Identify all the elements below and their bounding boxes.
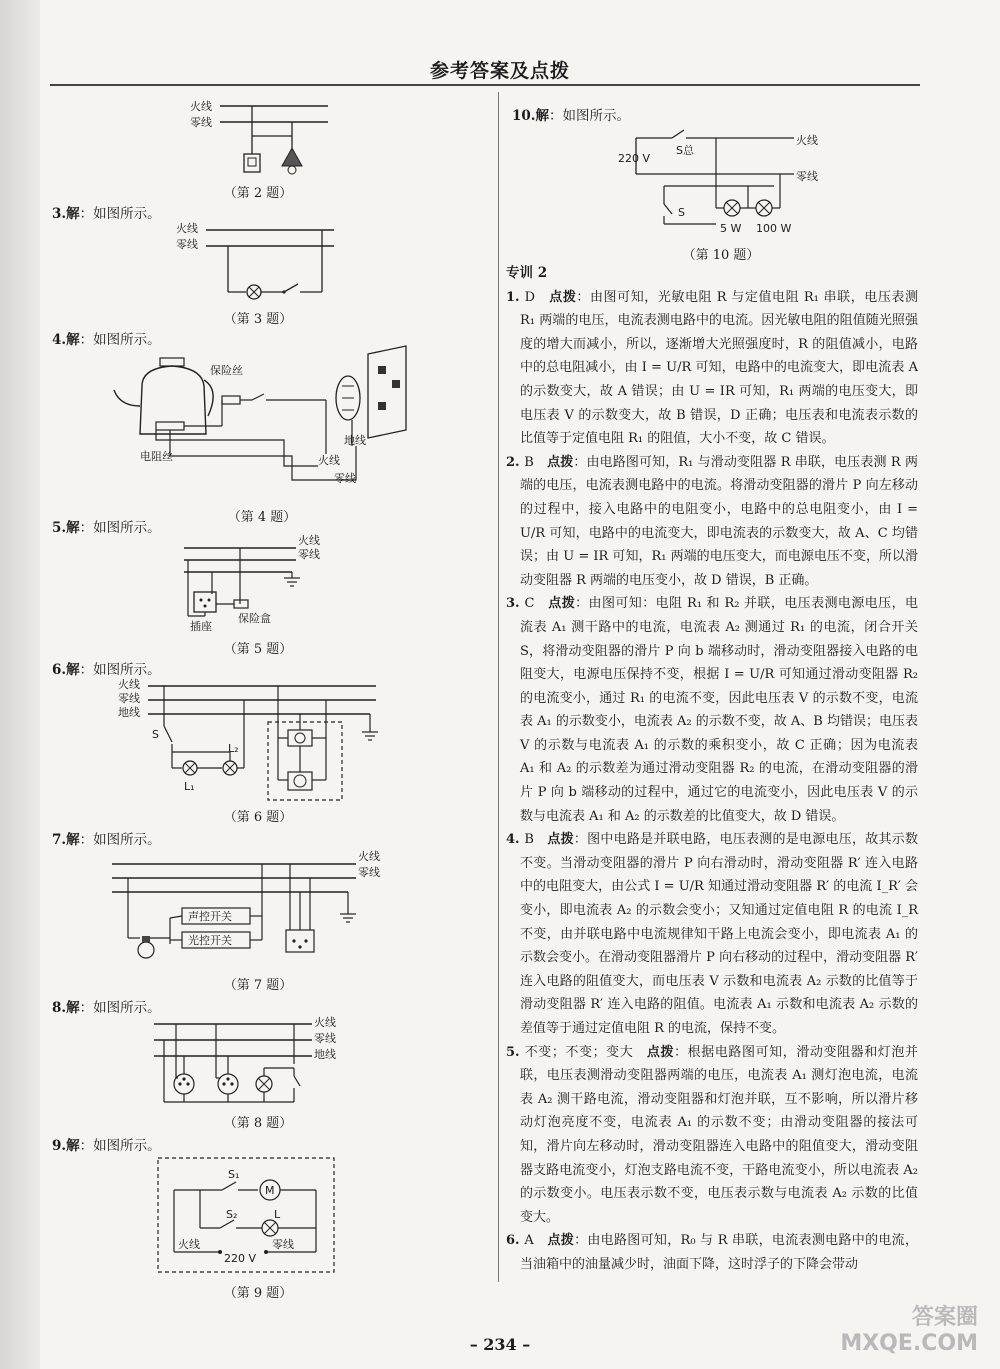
q10-label (512, 104, 630, 124)
figure-q8 (150, 1014, 370, 1110)
answer-text: ：图中电路是并联电路，电压表测的是电源电压，故其示数不变。当滑动变阻器的滑片 P 向右滑动时，滑动变阻器 R′ 连入电路中的电阻变大，由公式 I = U/R 知通过滑动变阻器 R′ 的电流 I_R′ 会变小，即电流表 A₂ 的示数会变小；又知通过定值电阻 R 的电流 I_R 不变，由并联电路中电流规律知干路上电流会变小，即电流表 A₁ 的示数会变小。在滑动变阻器滑片 P 向右移动的过程中，滑动变阻器 R′ 连入电路的阻值变大，而电压表 V 示数和电流表 A₂ 示数的比值等于滑动变阻器 R′ 连入电路的阻值。电流表 A₁ 示数和电流表 A₂ 示数的差值等于通过定值电阻 R 的电流，保持不变。 (520, 832, 918, 1036)
caption-q7: （第 7 题） (223, 978, 293, 993)
q4-text: ：如图所示。 (79, 332, 161, 348)
q9-word: 解 (66, 1138, 80, 1154)
answer-number: 2. (506, 454, 525, 470)
q10-switch-label: S (678, 206, 685, 219)
q6-switch-label: S (152, 728, 159, 741)
figure-q2 (190, 96, 330, 178)
scan-edge (0, 0, 40, 1369)
q9-num: 9. (52, 1138, 67, 1154)
answer-text: ：由电路图可知，R₀ 与 R 串联，电流表测电路中的电流，当油箱中的油量减少时，油面下降，这时浮子的下降会带动 (520, 1233, 918, 1272)
answer-tip-label: 点拨 (549, 289, 577, 305)
q9-live-label: 火线 (178, 1238, 200, 1251)
answer-choice: 不变；不变；变大 (524, 1044, 647, 1060)
answer-choice: B (524, 832, 548, 848)
answer-item (506, 286, 918, 451)
q5-label (52, 516, 161, 536)
q6-ground-label: 地线 (118, 706, 140, 719)
q8-ground-label: 地线 (314, 1048, 336, 1061)
q6-num: 6. (52, 662, 67, 678)
q7-light-label: 光控开关 (188, 934, 232, 947)
q8-text: ：如图所示。 (79, 1000, 161, 1016)
caption-q2: （第 2 题） (223, 186, 293, 201)
answer-text: ：根据电路图可知，滑动变阻器和灯泡并联，电压表测滑动变阻器两端的电压，电流表 A₁ 测灯泡电流，电流表 A₂ 测干路电流，滑动变阻器和灯泡并联，互不影响，所以滑片移动灯泡亮度不变，电流表 A₁ 的示数不变；由滑动变阻器的接法可知，滑片向左移动时，滑动变阻器连入电路中的阻值变大，滑动变阻器支路电流变小，灯泡支路电流不变，干路电流变小，所以电流表 A₂ 的示数变小。电压表示数不变，电压表示数与电流表 A₂ 示数的比值变大。 (520, 1044, 918, 1225)
answer-text: ：由电路图可知，R₁ 与滑动变阻器 R 串联，电压表测 R 两端的电压，电流表测电路中的电流。将滑动变阻器的滑片 P 向左移动的过程中，接入电路中的电阻变小，电路中的总电阻变小，由 I = U/R 可知，电路中的电流变大，即电流表的示数变大，故 A、C 均错误；由 U = IR 可知，R₁ 两端的电压变大，而电源电压不变，所以滑动变阻器 R 两端的电压变小，故 D 错误，B 正确。 (520, 454, 918, 588)
q5-num: 5. (52, 520, 67, 536)
answer-choice: B (524, 454, 548, 470)
q10-num: 10. (512, 108, 536, 124)
answer-tip-label: 点拨 (548, 596, 576, 612)
q5-text: ：如图所示。 (79, 520, 161, 536)
answer-number: 4. (506, 832, 525, 848)
q7-sound-label: 声控开关 (188, 910, 232, 923)
answer-number: 6. (506, 1233, 525, 1249)
q10-p2-label: 100 W (756, 222, 792, 235)
page-number: – 234 – (469, 1335, 531, 1354)
header-rule (50, 84, 920, 86)
figure-q10 (614, 124, 840, 236)
q5-live-label: 火线 (298, 534, 320, 547)
q4-ground-label: 地线 (344, 434, 366, 447)
q8-live-label: 火线 (314, 1016, 336, 1029)
q8-word: 解 (66, 1000, 80, 1016)
caption-q4: （第 4 题） (227, 510, 297, 525)
caption-q5: （第 5 题） (223, 642, 293, 657)
q4-num: 4. (52, 332, 67, 348)
q10-word: 解 (535, 108, 549, 124)
q4-word: 解 (66, 332, 80, 348)
q9-label (52, 1134, 161, 1154)
q10-main-switch-label: S总 (676, 144, 694, 157)
answer-choice: C (524, 596, 549, 612)
q4-label (52, 328, 161, 348)
page-title: 参考答案及点拨 (429, 60, 570, 82)
answer-number: 1. (506, 289, 525, 305)
answer-text: ：由图可知，光敏电阻 R 与定值电阻 R₁ 串联，电压表测 R₁ 两端的电压，电流表测电路中的电流。因光敏电阻的阻值随光照强度的增大而减小，所以，逐渐增大光照强度时，R 的阻值减小，电路中的总电阻减小，由 I = U/R 可知，电路中的电流变大，即电流表 A 的示数变大，故 A 错误；由 U = IR 可知，R₁ 两端的电压变大，即电压表 V 的示数变大，故 B 错误，D 正确；电压表和电流表示数的比值等于定值电阻 R₁ 的阻值，大小不变，故 C 错误。 (520, 289, 918, 447)
q3-label (52, 202, 161, 222)
q8-label (52, 996, 161, 1016)
answer-number: 5. (506, 1044, 525, 1060)
q10-neutral-label: 零线 (796, 170, 818, 183)
q4-fuse-label: 保险丝 (210, 364, 243, 377)
q9-s2-label: S₂ (226, 1208, 238, 1221)
q7-label (52, 828, 161, 848)
caption-q10: （第 10 题） (682, 248, 760, 263)
q7-num: 7. (52, 832, 67, 848)
q6-text: ：如图所示。 (79, 662, 161, 678)
q9-neutral-label: 零线 (272, 1238, 294, 1251)
answer-item (506, 1041, 918, 1230)
q5-socket-label: 插座 (190, 620, 212, 633)
q6-neutral-label: 零线 (118, 692, 140, 705)
q5-neutral-label: 零线 (298, 548, 320, 561)
q6-l1-label: L₁ (184, 780, 195, 793)
q6-label (52, 658, 161, 678)
figure-q9 (156, 1156, 336, 1276)
q2-live-label: 火线 (190, 100, 212, 113)
watermark-line1: 答案圈 (911, 1305, 978, 1330)
answer-item (506, 592, 918, 828)
answer-number: 3. (506, 596, 525, 612)
q9-voltage-label: 220 V (224, 1252, 257, 1265)
answer-tip-label: 点拨 (547, 454, 574, 470)
q4-heater-label: 电阻丝 (140, 450, 173, 463)
q5-fusebox-label: 保险盒 (238, 612, 271, 625)
answer-tip-label: 点拨 (547, 1233, 575, 1249)
caption-q8: （第 8 题） (223, 1116, 293, 1131)
q10-p1-label: 5 W (720, 222, 742, 235)
q6-word: 解 (66, 662, 80, 678)
caption-q3: （第 3 题） (223, 312, 293, 327)
q7-text: ：如图所示。 (79, 832, 161, 848)
q9-lamp-label: L (274, 1208, 281, 1221)
q7-word: 解 (66, 832, 80, 848)
answer-item (506, 451, 918, 593)
q7-neutral-label: 零线 (358, 866, 380, 879)
watermark-line2: MXQE.COM (840, 1331, 978, 1356)
q9-motor-label: M (265, 1184, 275, 1197)
q6-live-label: 火线 (118, 678, 140, 691)
answer-text: ：由图可知：电阻 R₁ 和 R₂ 并联，电压表测电源电压，电流表 A₁ 测干路中的电流，电流表 A₂ 测通过 R₁ 的电流，闭合开关 S，将滑动变阻器的滑片 P 向 b 端移动时，滑动变阻器接入电路的电阻变大，电源电压保持不变，根据 I = U/R 可知通过滑动变阻器 R₂ 的电流变小，通过 R₁ 的电流不变，因此电压表 V 的示数不变，电流表 A₁ 的示数变小，电流表 A₂ 的示数不变，故 A、B 均错误；电压表 V 的示数与电流表 A₁ 的示数的乘积变小，故 C 正确；因为电流表 A₁ 和 A₂ 的示数差为通过滑动变阻器 R₂ 的电流，在滑动变阻器的滑片 P 向 b 端移动的过程中，通过它的电流变小，因此电压表 V 的示数与电流表 A₁ 和 A₂ 的示数差的比值变大，故 D 错误。 (520, 596, 918, 824)
section-title: 专训 2 (506, 265, 548, 281)
answer-item (506, 1229, 918, 1276)
q9-s1-label: S₁ (228, 1168, 240, 1181)
q3-num: 3. (52, 206, 67, 222)
q3-word: 解 (66, 206, 80, 222)
figure-q6 (118, 676, 388, 806)
q4-neutral-label: 零线 (334, 472, 356, 485)
q10-live-label: 火线 (796, 134, 818, 147)
answer-tip-label: 点拨 (547, 832, 574, 848)
figure-q5 (180, 534, 340, 632)
q3-live-label: 火线 (176, 222, 198, 235)
q4-live-label: 火线 (318, 454, 340, 467)
q10-text: ：如图所示。 (549, 108, 630, 124)
answer-item (506, 828, 918, 1040)
answer-column (506, 262, 918, 1277)
answer-tip-label: 点拨 (646, 1044, 675, 1060)
answer-choice: A (524, 1233, 548, 1249)
q8-num: 8. (52, 1000, 67, 1016)
caption-q6: （第 6 题） (223, 810, 293, 825)
caption-q9: （第 9 题） (223, 1286, 293, 1301)
watermark (840, 1305, 978, 1357)
figure-q3 (176, 218, 336, 304)
q3-text: ：如图所示。 (79, 206, 161, 222)
q9-text: ：如图所示。 (79, 1138, 161, 1154)
q10-voltage-label: 220 V (618, 152, 651, 165)
q2-neutral-label: 零线 (190, 116, 212, 129)
q6-l2-label: L₂ (228, 742, 239, 755)
q8-neutral-label: 零线 (314, 1032, 336, 1045)
column-divider (498, 92, 499, 1282)
figure-q4 (112, 346, 412, 498)
q3-neutral-label: 零线 (176, 238, 198, 251)
answer-choice: D (524, 289, 550, 305)
answer-list (506, 286, 918, 1277)
q5-word: 解 (66, 520, 80, 536)
q7-live-label: 火线 (358, 850, 380, 863)
figure-q7 (112, 848, 392, 970)
